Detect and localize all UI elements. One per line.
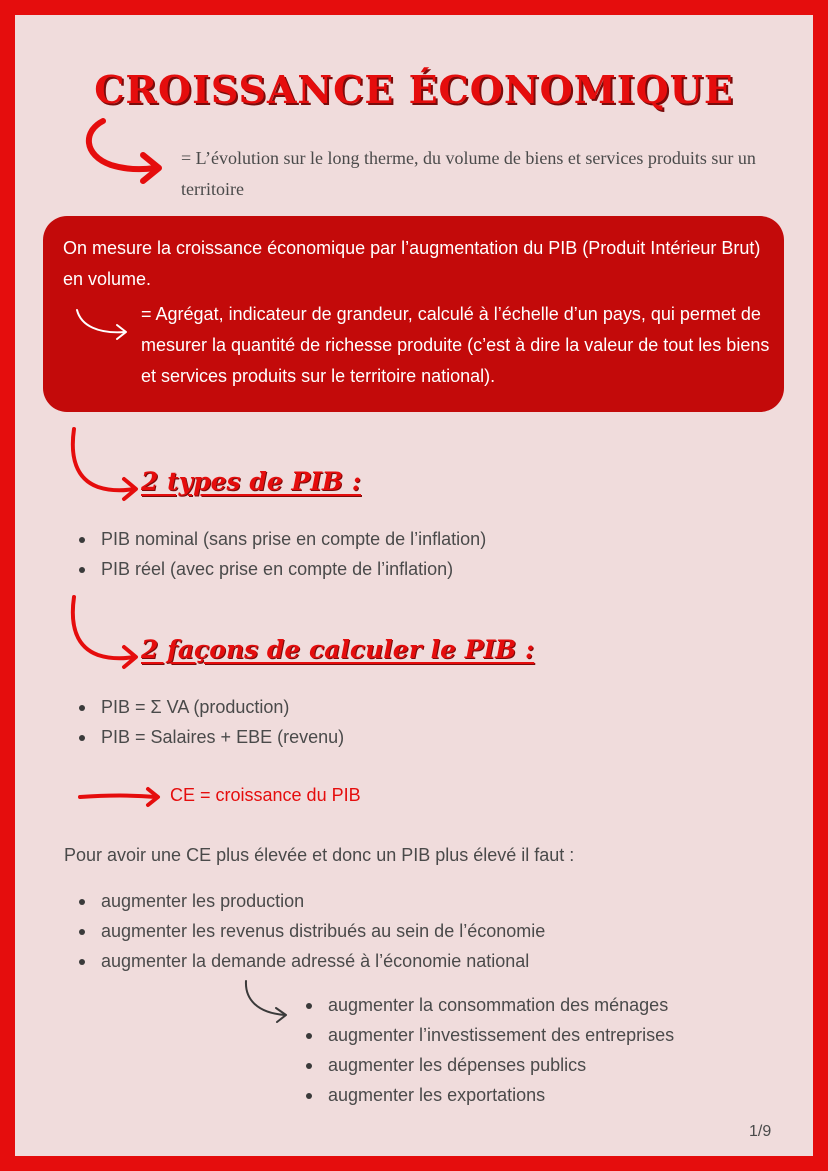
list-item: PIB = Σ VA (production) <box>79 692 344 722</box>
methods-list <box>79 692 344 752</box>
curved-arrow-icon <box>73 308 135 342</box>
list-item: augmenter les revenus distribués au sein de l’économie <box>79 916 545 946</box>
ce-note: CE = croissance du PIB <box>170 785 361 805</box>
curved-arrow-icon <box>243 979 293 1024</box>
list-item: PIB nominal (sans prise en compte de l’inflation) <box>79 524 486 554</box>
list-item: PIB = Salaires + EBE (revenu) <box>79 722 344 752</box>
list-item: augmenter la demande adressé à l’économie national <box>79 946 545 976</box>
methods-heading: 2 façons de calculer le PIB : <box>141 635 535 664</box>
types-list <box>79 524 486 584</box>
curved-arrow-icon <box>81 117 171 187</box>
list-item: augmenter les exportations <box>306 1080 674 1110</box>
list-item: augmenter l’investissement des entreprises <box>306 1020 674 1050</box>
measure-intro: On mesure la croissance économique par l’augmentation du PIB (Produit Intérieur Brut) en volume. <box>63 238 761 289</box>
page <box>15 15 813 1156</box>
pib-measure-box <box>43 216 784 412</box>
list-item: augmenter la consommation des ménages <box>306 990 674 1020</box>
curved-arrow-icon <box>68 427 143 502</box>
curved-arrow-icon <box>68 595 143 670</box>
page-number: 1/9 <box>749 1123 772 1140</box>
conditions-intro: Pour avoir une CE plus élevée et donc un PIB plus élevé il faut : <box>64 845 575 865</box>
page-title: CROISSANCE ÉCONOMIQUE <box>94 67 734 112</box>
arrow-right-icon <box>78 787 164 807</box>
croissance-definition: = L’évolution sur le long therme, du volume de biens et services produits sur un territoire <box>181 148 756 199</box>
types-heading: 2 types de PIB : <box>141 467 361 496</box>
pib-definition: = Agrégat, indicateur de grandeur, calculé à l’échelle d’un pays, qui permet de mesurer la quantité de richesse produite (c’est à dire la valeur de tout les biens et services produits sur le territoire national). <box>141 304 770 386</box>
list-item: augmenter les dépenses publics <box>306 1050 674 1080</box>
list-item: augmenter les production <box>79 886 545 916</box>
conditions-list <box>79 886 545 976</box>
demand-sublist <box>306 990 674 1110</box>
list-item: PIB réel (avec prise en compte de l’inflation) <box>79 554 486 584</box>
